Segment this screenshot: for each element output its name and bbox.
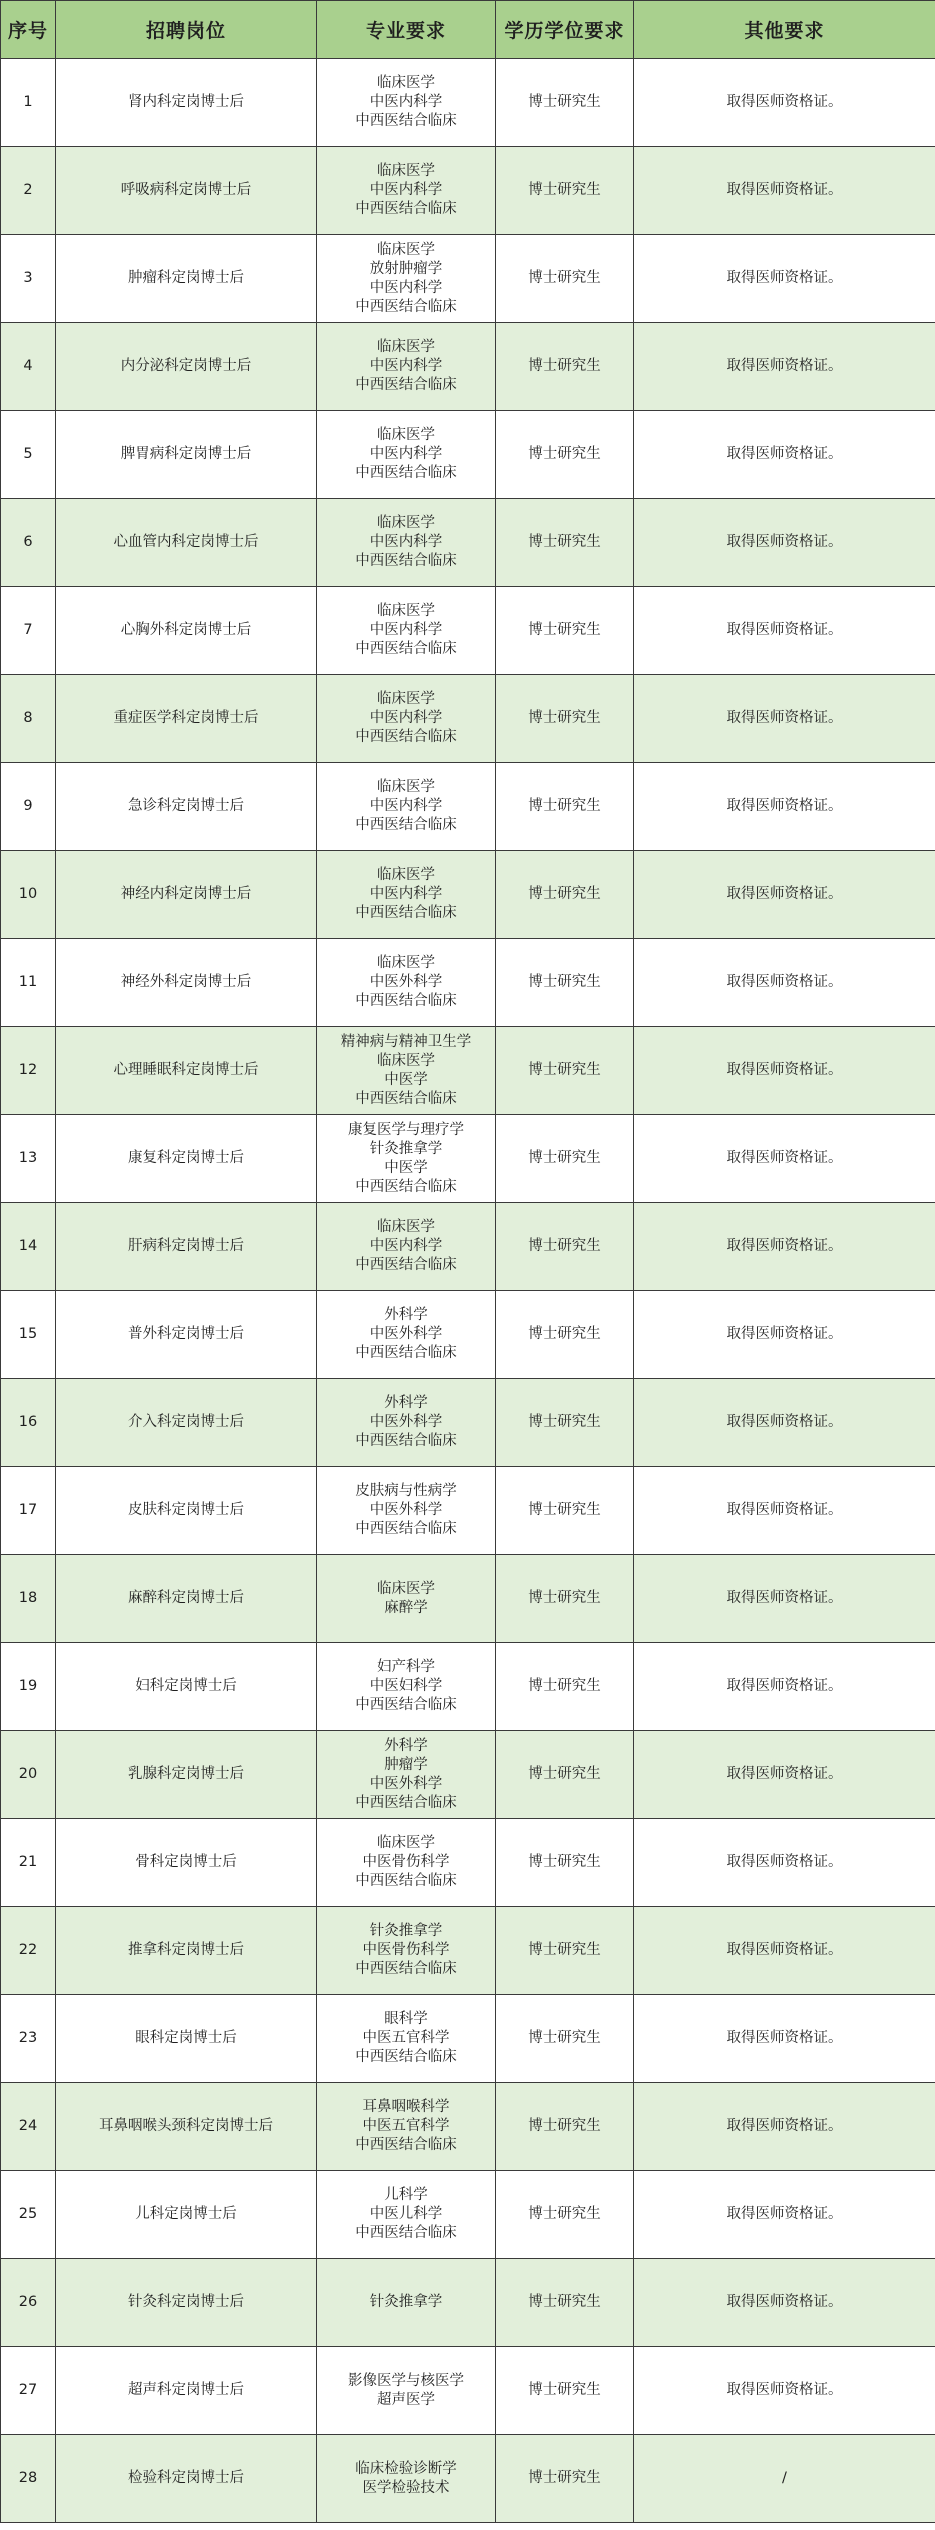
row-major-requirement <box>317 1555 496 1643</box>
row-serial-number: 16 <box>1 1379 56 1467</box>
row-major-requirement <box>317 323 496 411</box>
row-other-requirement: 取得医师资格证。 <box>634 1467 935 1555</box>
table-row <box>1 587 935 675</box>
major-item: 中医学 <box>384 1159 428 1176</box>
major-item: 中医外科学 <box>369 1414 443 1430</box>
major-item: 中西医结合临床 <box>355 553 457 569</box>
row-serial-number: 5 <box>1 411 56 499</box>
major-item: 临床医学 <box>377 427 435 443</box>
row-other-requirement: 取得医师资格证。 <box>634 2259 935 2347</box>
row-other-requirement: 取得医师资格证。 <box>634 147 935 235</box>
major-item: 临床医学 <box>377 603 435 619</box>
row-other-requirement: 取得医师资格证。 <box>634 1027 935 1115</box>
major-item: 中医外科学 <box>369 1502 443 1518</box>
row-degree-requirement: 博士研究生 <box>496 1995 634 2083</box>
row-major-requirement <box>317 1203 496 1291</box>
row-major-requirement <box>317 1467 496 1555</box>
row-other-requirement: 取得医师资格证。 <box>634 763 935 851</box>
row-other-requirement: / <box>634 2435 935 2523</box>
header-serial-number: 序号 <box>1 1 56 59</box>
row-serial-number: 25 <box>1 2171 56 2259</box>
row-position: 心理睡眠科定岗博士后 <box>56 1027 317 1115</box>
major-item: 中西医结合临床 <box>355 298 457 315</box>
major-item: 中西医结合临床 <box>355 2049 457 2065</box>
major-item: 中医外科学 <box>369 1775 443 1792</box>
table-row <box>1 1555 935 1643</box>
row-position: 妇科定岗博士后 <box>56 1643 317 1731</box>
row-degree-requirement: 博士研究生 <box>496 1467 634 1555</box>
major-item: 中西医结合临床 <box>355 1697 457 1713</box>
table-row <box>1 1027 935 1115</box>
row-serial-number: 21 <box>1 1819 56 1907</box>
major-item: 中医五官科学 <box>362 2118 450 2134</box>
major-item: 中西医结合临床 <box>355 729 457 745</box>
row-position: 超声科定岗博士后 <box>56 2347 317 2435</box>
table-row <box>1 59 935 147</box>
row-position: 急诊科定岗博士后 <box>56 763 317 851</box>
major-item: 临床医学 <box>377 515 435 531</box>
major-item: 临床医学 <box>377 339 435 355</box>
row-major-requirement <box>317 1291 496 1379</box>
table-row <box>1 1907 935 1995</box>
row-degree-requirement: 博士研究生 <box>496 1731 634 1819</box>
major-item: 中西医结合临床 <box>355 2225 457 2241</box>
major-item: 临床医学 <box>377 867 435 883</box>
row-degree-requirement: 博士研究生 <box>496 1379 634 1467</box>
row-serial-number: 6 <box>1 499 56 587</box>
row-serial-number: 23 <box>1 1995 56 2083</box>
major-item: 儿科学 <box>384 2187 428 2203</box>
major-item: 中医五官科学 <box>362 2030 450 2046</box>
major-item: 中医内科学 <box>369 710 443 726</box>
row-degree-requirement: 博士研究生 <box>496 1203 634 1291</box>
row-serial-number: 4 <box>1 323 56 411</box>
major-item: 肿瘤学 <box>384 1756 428 1773</box>
major-item: 中西医结合临床 <box>355 1345 457 1361</box>
row-major-requirement <box>317 1115 496 1203</box>
major-item: 中医外科学 <box>369 974 443 990</box>
row-major-requirement <box>317 675 496 763</box>
row-position: 麻醉科定岗博士后 <box>56 1555 317 1643</box>
row-degree-requirement: 博士研究生 <box>496 2259 634 2347</box>
row-other-requirement: 取得医师资格证。 <box>634 411 935 499</box>
major-item: 针灸推拿学 <box>369 1923 443 1939</box>
major-item: 中医骨伤科学 <box>362 1942 450 1958</box>
row-degree-requirement: 博士研究生 <box>496 587 634 675</box>
row-position: 肝病科定岗博士后 <box>56 1203 317 1291</box>
major-item: 康复医学与理疗学 <box>348 1121 464 1138</box>
row-major-requirement <box>317 1995 496 2083</box>
major-item: 影像医学与核医学 <box>348 2372 464 2389</box>
major-item: 中西医结合临床 <box>355 817 457 833</box>
row-position: 脾胃病科定岗博士后 <box>56 411 317 499</box>
row-other-requirement: 取得医师资格证。 <box>634 2347 935 2435</box>
table-row <box>1 2347 935 2435</box>
row-serial-number: 26 <box>1 2259 56 2347</box>
row-serial-number: 3 <box>1 235 56 323</box>
row-other-requirement: 取得医师资格证。 <box>634 1379 935 1467</box>
header-major-requirement: 专业要求 <box>317 1 496 59</box>
row-major-requirement <box>317 763 496 851</box>
row-degree-requirement: 博士研究生 <box>496 1291 634 1379</box>
table-row <box>1 763 935 851</box>
row-degree-requirement: 博士研究生 <box>496 763 634 851</box>
row-position: 推拿科定岗博士后 <box>56 1907 317 1995</box>
table-row <box>1 2083 935 2171</box>
row-major-requirement <box>317 2171 496 2259</box>
major-item: 中西医结合临床 <box>355 1257 457 1273</box>
row-position: 肾内科定岗博士后 <box>56 59 317 147</box>
major-item: 中西医结合临床 <box>355 1873 457 1889</box>
table-row <box>1 1819 935 1907</box>
row-degree-requirement: 博士研究生 <box>496 1907 634 1995</box>
table-row <box>1 1115 935 1203</box>
major-item: 临床医学 <box>377 955 435 971</box>
row-serial-number: 18 <box>1 1555 56 1643</box>
row-major-requirement <box>317 2083 496 2171</box>
major-item: 中医妇科学 <box>369 1678 443 1694</box>
major-item: 中医内科学 <box>369 534 443 550</box>
row-serial-number: 11 <box>1 939 56 1027</box>
row-degree-requirement: 博士研究生 <box>496 2435 634 2523</box>
row-position: 耳鼻咽喉头颈科定岗博士后 <box>56 2083 317 2171</box>
major-item: 临床医学 <box>377 163 435 179</box>
row-degree-requirement: 博士研究生 <box>496 675 634 763</box>
major-item: 中西医结合临床 <box>355 1178 457 1195</box>
major-item: 中西医结合临床 <box>355 1090 457 1107</box>
row-serial-number: 12 <box>1 1027 56 1115</box>
row-serial-number: 22 <box>1 1907 56 1995</box>
major-item: 中医内科学 <box>369 1238 443 1254</box>
row-degree-requirement: 博士研究生 <box>496 851 634 939</box>
major-item: 临床医学 <box>377 1219 435 1235</box>
row-other-requirement: 取得医师资格证。 <box>634 323 935 411</box>
major-item: 中西医结合临床 <box>355 905 457 921</box>
major-item: 超声医学 <box>377 2391 435 2408</box>
row-other-requirement: 取得医师资格证。 <box>634 675 935 763</box>
row-position: 针灸科定岗博士后 <box>56 2259 317 2347</box>
header-degree-requirement: 学历学位要求 <box>496 1 634 59</box>
table-row <box>1 2435 935 2523</box>
major-item: 中西医结合临床 <box>355 641 457 657</box>
row-major-requirement <box>317 587 496 675</box>
major-item: 眼科学 <box>384 2011 428 2027</box>
row-other-requirement: 取得医师资格证。 <box>634 1819 935 1907</box>
major-item: 中医内科学 <box>369 182 443 198</box>
row-other-requirement: 取得医师资格证。 <box>634 2083 935 2171</box>
row-position: 乳腺科定岗博士后 <box>56 1731 317 1819</box>
table-row <box>1 675 935 763</box>
major-item: 中西医结合临床 <box>355 1433 457 1449</box>
row-position: 心血管内科定岗博士后 <box>56 499 317 587</box>
table-header <box>1 1 935 59</box>
row-other-requirement: 取得医师资格证。 <box>634 1291 935 1379</box>
major-item: 妇产科学 <box>377 1659 435 1675</box>
row-position: 骨科定岗博士后 <box>56 1819 317 1907</box>
header-position: 招聘岗位 <box>56 1 317 59</box>
row-serial-number: 13 <box>1 1115 56 1203</box>
major-item: 精神病与精神卫生学 <box>340 1033 472 1050</box>
major-item: 中西医结合临床 <box>355 1794 457 1811</box>
row-serial-number: 8 <box>1 675 56 763</box>
major-item: 中西医结合临床 <box>355 993 457 1009</box>
row-other-requirement: 取得医师资格证。 <box>634 235 935 323</box>
row-other-requirement: 取得医师资格证。 <box>634 587 935 675</box>
row-position: 肿瘤科定岗博士后 <box>56 235 317 323</box>
row-serial-number: 24 <box>1 2083 56 2171</box>
row-major-requirement <box>317 2347 496 2435</box>
row-degree-requirement: 博士研究生 <box>496 1819 634 1907</box>
major-item: 临床医学 <box>377 691 435 707</box>
row-major-requirement <box>317 1731 496 1819</box>
row-serial-number: 1 <box>1 59 56 147</box>
row-degree-requirement: 博士研究生 <box>496 1555 634 1643</box>
row-degree-requirement: 博士研究生 <box>496 939 634 1027</box>
row-position: 神经外科定岗博士后 <box>56 939 317 1027</box>
table-row <box>1 851 935 939</box>
major-item: 外科学 <box>384 1395 428 1411</box>
major-item: 临床医学 <box>377 1835 435 1851</box>
row-major-requirement <box>317 1643 496 1731</box>
row-other-requirement: 取得医师资格证。 <box>634 2171 935 2259</box>
row-degree-requirement: 博士研究生 <box>496 2083 634 2171</box>
header-other-requirement: 其他要求 <box>634 1 935 59</box>
row-major-requirement <box>317 2259 496 2347</box>
major-item: 临床检验诊断学 <box>355 2460 457 2477</box>
major-item: 耳鼻咽喉科学 <box>362 2099 450 2115</box>
row-serial-number: 17 <box>1 1467 56 1555</box>
major-item: 外科学 <box>384 1307 428 1323</box>
row-other-requirement: 取得医师资格证。 <box>634 939 935 1027</box>
table-row <box>1 499 935 587</box>
table-row <box>1 2259 935 2347</box>
major-item: 外科学 <box>384 1737 428 1754</box>
row-serial-number: 9 <box>1 763 56 851</box>
row-degree-requirement: 博士研究生 <box>496 2171 634 2259</box>
row-serial-number: 15 <box>1 1291 56 1379</box>
table-row <box>1 411 935 499</box>
row-major-requirement <box>317 1027 496 1115</box>
row-major-requirement <box>317 411 496 499</box>
row-other-requirement: 取得医师资格证。 <box>634 499 935 587</box>
major-item: 中医内科学 <box>369 94 443 110</box>
table-row <box>1 1467 935 1555</box>
row-major-requirement <box>317 1379 496 1467</box>
major-item: 中医儿科学 <box>369 2206 443 2222</box>
major-item: 中西医结合临床 <box>355 1521 457 1537</box>
row-other-requirement: 取得医师资格证。 <box>634 1995 935 2083</box>
row-other-requirement: 取得医师资格证。 <box>634 1555 935 1643</box>
major-item: 中医外科学 <box>369 1326 443 1342</box>
major-item: 中医内科学 <box>369 446 443 462</box>
row-other-requirement: 取得医师资格证。 <box>634 59 935 147</box>
row-position: 儿科定岗博士后 <box>56 2171 317 2259</box>
row-other-requirement: 取得医师资格证。 <box>634 1643 935 1731</box>
row-degree-requirement: 博士研究生 <box>496 1027 634 1115</box>
major-item: 中医内科学 <box>369 622 443 638</box>
row-serial-number: 28 <box>1 2435 56 2523</box>
major-item: 放射肿瘤学 <box>369 260 443 277</box>
header-row <box>1 1 935 59</box>
row-degree-requirement: 博士研究生 <box>496 499 634 587</box>
table-row <box>1 2171 935 2259</box>
major-item: 中西医结合临床 <box>355 2137 457 2153</box>
row-serial-number: 19 <box>1 1643 56 1731</box>
row-other-requirement: 取得医师资格证。 <box>634 1731 935 1819</box>
row-position: 心胸外科定岗博士后 <box>56 587 317 675</box>
row-serial-number: 20 <box>1 1731 56 1819</box>
row-major-requirement <box>317 499 496 587</box>
row-serial-number: 27 <box>1 2347 56 2435</box>
table-row <box>1 1731 935 1819</box>
row-major-requirement <box>317 59 496 147</box>
table-row <box>1 939 935 1027</box>
row-other-requirement: 取得医师资格证。 <box>634 851 935 939</box>
row-position: 神经内科定岗博士后 <box>56 851 317 939</box>
row-major-requirement <box>317 939 496 1027</box>
major-item: 中西医结合临床 <box>355 1961 457 1977</box>
row-major-requirement <box>317 851 496 939</box>
row-major-requirement <box>317 147 496 235</box>
major-item: 临床医学 <box>377 779 435 795</box>
row-degree-requirement: 博士研究生 <box>496 411 634 499</box>
major-item: 临床医学 <box>377 1052 435 1069</box>
row-degree-requirement: 博士研究生 <box>496 2347 634 2435</box>
row-serial-number: 10 <box>1 851 56 939</box>
major-item: 中医内科学 <box>369 886 443 902</box>
row-degree-requirement: 博士研究生 <box>496 1643 634 1731</box>
major-item: 中医骨伤科学 <box>362 1854 450 1870</box>
major-item: 中医学 <box>384 1071 428 1088</box>
major-item: 针灸推拿学 <box>369 2294 443 2310</box>
major-item: 中西医结合临床 <box>355 465 457 481</box>
major-item: 中医内科学 <box>369 279 443 296</box>
table-row <box>1 1291 935 1379</box>
row-degree-requirement: 博士研究生 <box>496 147 634 235</box>
row-degree-requirement: 博士研究生 <box>496 1115 634 1203</box>
row-position: 重症医学科定岗博士后 <box>56 675 317 763</box>
row-other-requirement: 取得医师资格证。 <box>634 1907 935 1995</box>
table-row <box>1 235 935 323</box>
major-item: 针灸推拿学 <box>369 1140 443 1157</box>
major-item: 临床医学 <box>377 241 435 258</box>
major-item: 皮肤病与性病学 <box>355 1483 457 1499</box>
table-row <box>1 1995 935 2083</box>
row-position: 康复科定岗博士后 <box>56 1115 317 1203</box>
table-row <box>1 1203 935 1291</box>
row-major-requirement <box>317 235 496 323</box>
major-item: 麻醉学 <box>384 1599 428 1616</box>
major-item: 中西医结合临床 <box>355 201 457 217</box>
row-degree-requirement: 博士研究生 <box>496 235 634 323</box>
row-serial-number: 7 <box>1 587 56 675</box>
row-other-requirement: 取得医师资格证。 <box>634 1115 935 1203</box>
row-position: 呼吸病科定岗博士后 <box>56 147 317 235</box>
row-major-requirement <box>317 1907 496 1995</box>
table-row <box>1 1379 935 1467</box>
row-degree-requirement: 博士研究生 <box>496 323 634 411</box>
row-position: 内分泌科定岗博士后 <box>56 323 317 411</box>
major-item: 中医内科学 <box>369 358 443 374</box>
row-position: 皮肤科定岗博士后 <box>56 1467 317 1555</box>
row-major-requirement <box>317 2435 496 2523</box>
major-item: 临床医学 <box>377 75 435 91</box>
row-position: 检验科定岗博士后 <box>56 2435 317 2523</box>
row-other-requirement: 取得医师资格证。 <box>634 1203 935 1291</box>
table-row <box>1 323 935 411</box>
row-position: 介入科定岗博士后 <box>56 1379 317 1467</box>
row-serial-number: 14 <box>1 1203 56 1291</box>
row-serial-number: 2 <box>1 147 56 235</box>
major-item: 中西医结合临床 <box>355 113 457 129</box>
row-position: 普外科定岗博士后 <box>56 1291 317 1379</box>
row-degree-requirement: 博士研究生 <box>496 59 634 147</box>
table-body <box>1 59 935 2523</box>
table-row <box>1 1643 935 1731</box>
row-major-requirement <box>317 1819 496 1907</box>
table-row <box>1 147 935 235</box>
row-position: 眼科定岗博士后 <box>56 1995 317 2083</box>
major-item: 中西医结合临床 <box>355 377 457 393</box>
major-item: 中医内科学 <box>369 798 443 814</box>
major-item: 临床医学 <box>377 1580 435 1597</box>
major-item: 医学检验技术 <box>362 2479 450 2496</box>
